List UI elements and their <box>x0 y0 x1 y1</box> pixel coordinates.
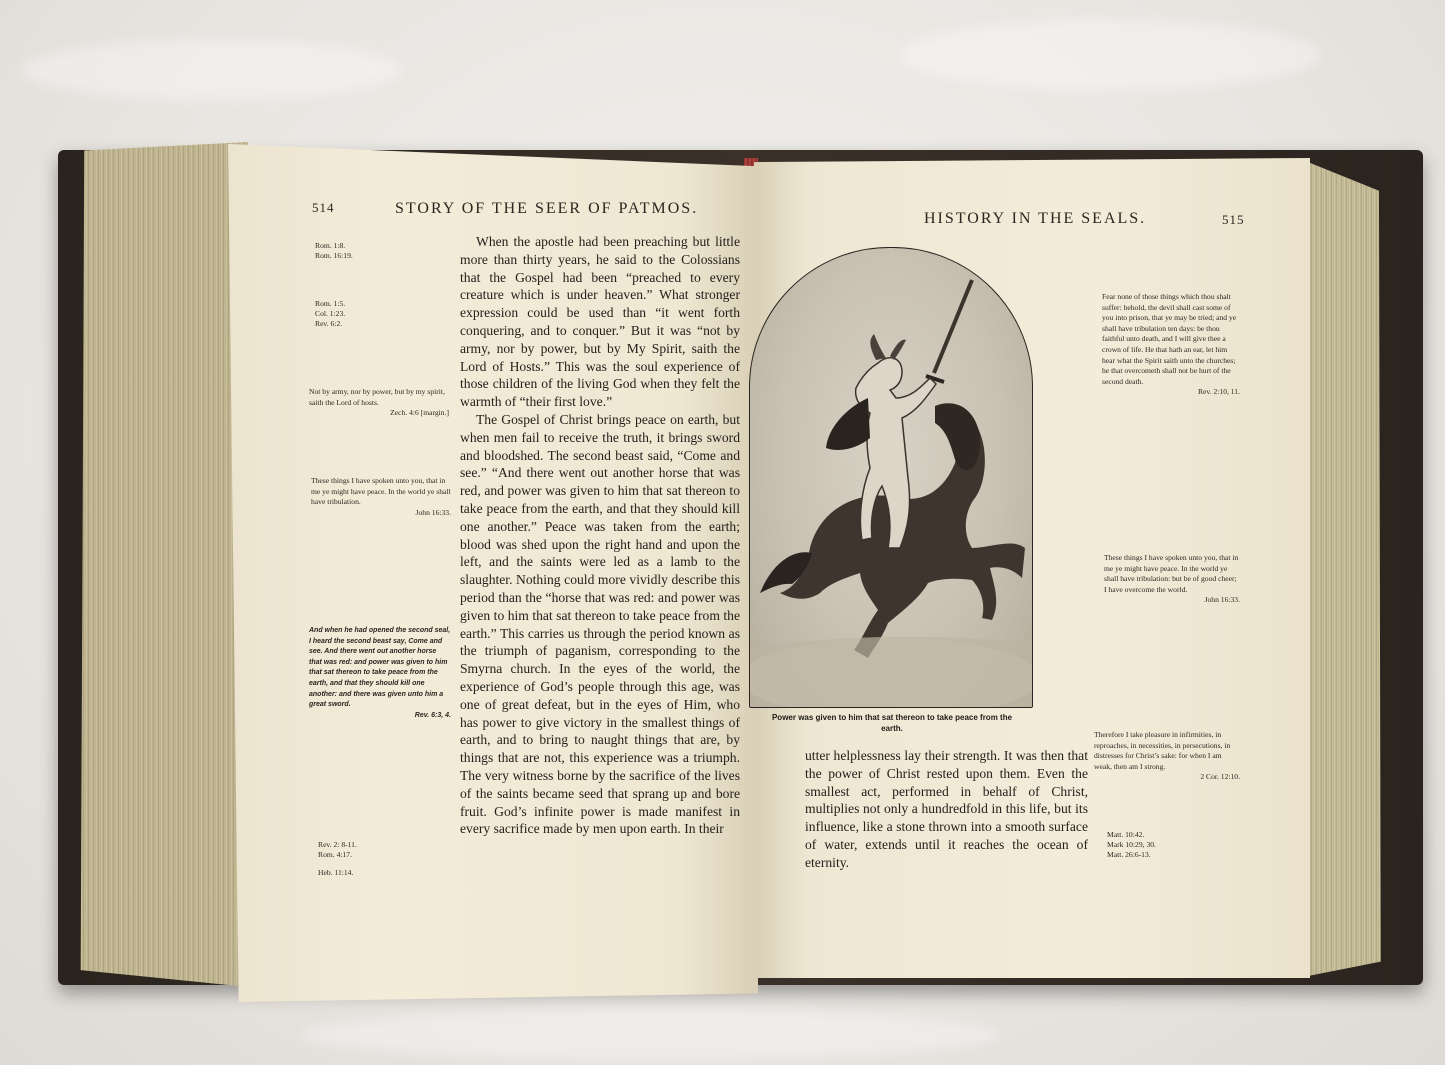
page-edges-right <box>1298 158 1386 978</box>
paragraph: When the apostle had been preaching but little more than thirty years, he said to the Colossians that the Gospel had been “preached to every creature which is under heaven.” What stronger expression could be used than “it went forth conquering, and to conquer.” But it was “not by army, nor by power, but by My Spirit, saith the Lord of Hosts.” This was the soul experience of those children of the living God when they felt the warmth of “their first love.” <box>460 234 740 410</box>
cloth-fold <box>900 20 1320 90</box>
left-running-head: STORY OF THE SEER OF PATMOS. <box>395 200 699 217</box>
left-page-number: 514 <box>312 200 335 215</box>
margin-note-ref: John 16:33. <box>1204 595 1240 605</box>
illustration-caption: Power was given to him that sat thereon to take peace from the earth. <box>771 713 1013 733</box>
margin-ref: Rev. 6:2. <box>315 319 343 328</box>
margin-ref: Rom. 1:5. <box>315 299 346 308</box>
margin-note-john <box>311 476 451 518</box>
left-body-text <box>460 233 740 838</box>
margin-ref: Mark 10:29, 30. <box>1107 840 1156 849</box>
margin-ref: Rom. 1:8. <box>315 241 346 250</box>
margin-ref: Rev. 2: 8-11. <box>318 840 357 849</box>
right-page-number: 515 <box>1222 212 1245 227</box>
margin-note-zech <box>309 387 449 419</box>
margin-note-ref: Rev. 6:3, 4. <box>414 711 451 719</box>
margin-ref: Rom. 16:19. <box>315 251 353 260</box>
sword <box>934 280 972 373</box>
right-body-text <box>805 747 1088 872</box>
margin-note-text: Fear none of those things which thou shalt suffer: behold, the devil shall cast some of you into prison, that ye may be tried; and ye shall have tribulation ten days: be thou faithful unto death, and I will give thee a crown of life. He that hath an ear, let him hear what the Spirit saith unto the churches; he that overcometh shall not be hurt of the second death. <box>1102 292 1237 386</box>
margin-note-ref: John 16:33. <box>415 507 451 517</box>
margin-note-ref: Zech. 4:6 [margin.] <box>390 408 449 418</box>
cloth-fold <box>20 40 400 100</box>
margin-refs-1 <box>315 241 435 261</box>
horse-rider-engraving <box>750 248 1032 707</box>
margin-refs-3 <box>318 840 428 878</box>
margin-ref: Heb. 11:14. <box>318 868 354 877</box>
margin-ref: Matt. 26:6-13. <box>1107 850 1151 859</box>
margin-note-john-2 <box>1104 553 1240 606</box>
margin-note-rev <box>309 626 451 721</box>
margin-note-cor <box>1094 730 1240 783</box>
margin-note-text: And when he had opened the second seal, I heard the second beast say, Come and see. And there went out another horse that was red: and power was given to him that sat thereon to take peace from the earth, and that they should kill one another: and there was given unto him a great sword. <box>309 627 451 709</box>
margin-note-ref: Rev. 2:10, 11. <box>1197 387 1240 397</box>
margin-note-text: These things I have spoken unto you, that in me ye might have peace. In the world ye shall have tribulation. <box>311 476 451 507</box>
margin-refs-2 <box>315 299 435 329</box>
margin-note-text: These things I have spoken unto you, that in me ye might have peace. In the world ye shall have tribulation: but be of good cheer; I have overcome the world. <box>1104 553 1239 594</box>
margin-note-ref: 2 Cor. 12:10. <box>1200 772 1240 782</box>
cloth-fold <box>300 1010 1000 1060</box>
margin-note-text: Therefore I take pleasure in infirmities, in reproaches, in necessities, in persecutions, in distresses for Christ’s sake: for when I am weak, then am I strong. <box>1094 730 1231 771</box>
page-edges-left <box>70 142 248 987</box>
margin-ref: Rom. 4:17. <box>318 850 352 859</box>
paragraph: utter helplessness lay their strength. It was then that the power of Christ rested upon them. Even the smallest act, performed in behalf of Christ, multiplies not only a hundredfold in this life, but its influence, like a stone thrown into a smooth surface of water, extends until it reaches the ocean of eternity. <box>805 748 1088 870</box>
margin-refs-4 <box>1107 830 1227 860</box>
engraving-illustration <box>749 247 1033 708</box>
margin-ref <box>318 860 428 868</box>
right-running-head: HISTORY IN THE SEALS. <box>924 210 1147 227</box>
margin-note-rev-2 <box>1102 292 1240 398</box>
paragraph: The Gospel of Christ brings peace on earth, but when men fail to receive the truth, it brings sword and bloodshed. The second beast said, “Come and see.” “And there went out another horse that was red, and power was given to him that sat thereon to take peace from the earth, and that they should kill one another.” Peace was taken from the earth; blood was shed upon the right hand and upon the left, and the saints were led as a lamb to the slaughter. Nothing could more vividly describe this period than the “horse that was red: and power was given to him that sat thereon to take peace from the earth.” This carries us through the period known as the triumph of paganism, corresponding to the Smyrna church. In the eyes of the world, the experience of God’s people through this age, was one of great defeat, but in the eyes of Him, who has power to give victory in the smallest things of earth, and to bring to naught things that are, by things that are not, this experience was a triumph. The very witness borne by the sacrifice of the lives of the saints became seed that sprang up and bore fruit. God’s infinite power is made manifest in every sacrifice made by men upon earth. In their <box>460 411 740 837</box>
margin-note-text: Not by army, nor by power, but by my spirit, saith the Lord of hosts. <box>309 387 445 407</box>
margin-ref: Col. 1:23. <box>315 309 346 318</box>
margin-ref: Matt. 10:42. <box>1107 830 1145 839</box>
